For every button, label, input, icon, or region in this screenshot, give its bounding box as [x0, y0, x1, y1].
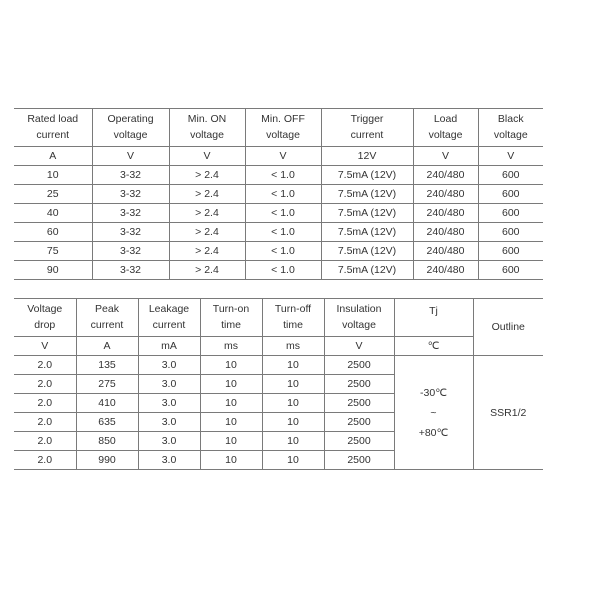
- table1-header-cell: [245, 109, 321, 147]
- header-line: Leakage: [148, 303, 190, 315]
- table2-cell: 3.0: [138, 413, 200, 432]
- table2-header-cell: [76, 299, 138, 337]
- header-line: Operating: [107, 113, 154, 125]
- table1-cell: 3-32: [92, 261, 169, 280]
- table2-cell: 990: [76, 451, 138, 470]
- header-line: voltage: [342, 319, 376, 331]
- table2-cell: 2.0: [14, 394, 76, 413]
- table1-cell: 600: [478, 204, 543, 223]
- table2-cell: 2.0: [14, 432, 76, 451]
- header-line: current: [350, 129, 384, 141]
- table1-header-cell: [92, 109, 169, 147]
- table2-cell: 2.0: [14, 413, 76, 432]
- table2-cell: 10: [262, 413, 324, 432]
- table2-cell: 2.0: [14, 356, 76, 375]
- table2-header-cell: [473, 299, 543, 356]
- table-row: [14, 185, 543, 204]
- table2-cell: 3.0: [138, 356, 200, 375]
- table1-cell: < 1.0: [245, 223, 321, 242]
- header-line: Tj: [429, 305, 438, 317]
- table2-cell: 410: [76, 394, 138, 413]
- tj-range-line: -30℃: [420, 386, 447, 399]
- table1-cell: 600: [478, 242, 543, 261]
- table1-cell: < 1.0: [245, 185, 321, 204]
- table1-header-cell: [321, 109, 413, 147]
- table2-unit-cell: V: [324, 337, 394, 356]
- table1-cell: 600: [478, 166, 543, 185]
- table1-cell: 240/480: [413, 185, 478, 204]
- table1-unit-cell: A: [14, 147, 92, 166]
- table2-units-row: [14, 337, 543, 356]
- header-line: Min. OFF: [261, 113, 305, 125]
- table2-header-cell: [200, 299, 262, 337]
- table1-cell: > 2.4: [169, 223, 245, 242]
- table2-cell: 3.0: [138, 451, 200, 470]
- table1-cell: 3-32: [92, 185, 169, 204]
- table1-cell: 240/480: [413, 204, 478, 223]
- table1-cell: < 1.0: [245, 242, 321, 261]
- header-line: voltage: [266, 129, 300, 141]
- table2-header-cell: [394, 299, 473, 337]
- table1-cell: > 2.4: [169, 185, 245, 204]
- table1-cell: < 1.0: [245, 261, 321, 280]
- table2-cell: 635: [76, 413, 138, 432]
- table1-cell: 3-32: [92, 242, 169, 261]
- outline-cell: SSR1/2: [473, 356, 543, 470]
- tj-range-cell: [394, 356, 473, 470]
- table2-cell: 3.0: [138, 394, 200, 413]
- table1-cell: 25: [14, 185, 92, 204]
- table-row: [14, 356, 543, 375]
- table1-cell: 240/480: [413, 261, 478, 280]
- header-line: current: [90, 319, 124, 331]
- table2-cell: 3.0: [138, 375, 200, 394]
- table2-cell: 10: [200, 356, 262, 375]
- header-line: time: [221, 319, 241, 331]
- header-line: Turn-on: [212, 303, 250, 315]
- header-line: Black: [497, 113, 524, 125]
- tj-range-line: ~: [430, 406, 437, 419]
- table2-unit-cell: ms: [262, 337, 324, 356]
- table2-cell: 2.0: [14, 375, 76, 394]
- table1-cell: 7.5mA (12V): [321, 261, 413, 280]
- table1-header-cell: [169, 109, 245, 147]
- table2-cell: 10: [200, 375, 262, 394]
- table2-header-cell: [262, 299, 324, 337]
- table1-unit-cell: V: [169, 147, 245, 166]
- table1-unit-cell: V: [413, 147, 478, 166]
- header-line: drop: [34, 319, 56, 331]
- table1-unit-cell: 12V: [321, 147, 413, 166]
- table1-cell: 90: [14, 261, 92, 280]
- table2-cell: 10: [200, 432, 262, 451]
- table1-cell: 7.5mA (12V): [321, 242, 413, 261]
- header-line: Rated load: [27, 113, 79, 125]
- table-row: [14, 261, 543, 280]
- table2-cell: 2500: [324, 394, 394, 413]
- table2-cell: 10: [200, 451, 262, 470]
- table2-unit-cell: V: [14, 337, 76, 356]
- table-row: [14, 223, 543, 242]
- header-line: voltage: [493, 129, 528, 141]
- table1-unit-cell: V: [92, 147, 169, 166]
- table1-cell: < 1.0: [245, 204, 321, 223]
- header-line: Voltage: [27, 303, 63, 315]
- table1-cell: 7.5mA (12V): [321, 223, 413, 242]
- header-line: Min. ON: [187, 113, 227, 125]
- table1-cell: 60: [14, 223, 92, 242]
- table2-cell: 2500: [324, 413, 394, 432]
- table1-cell: > 2.4: [169, 166, 245, 185]
- table1-units-row: [14, 147, 543, 166]
- table2-cell: 2500: [324, 432, 394, 451]
- header-line: Peak: [95, 303, 119, 315]
- table2-unit-cell: A: [76, 337, 138, 356]
- header-line: voltage: [428, 129, 463, 141]
- table1-cell: 3-32: [92, 204, 169, 223]
- table2-header-row: [14, 299, 543, 337]
- header-line: voltage: [113, 129, 148, 141]
- table2-cell: 850: [76, 432, 138, 451]
- table2-unit-cell: ms: [200, 337, 262, 356]
- table1-cell: 40: [14, 204, 92, 223]
- table1-cell: > 2.4: [169, 242, 245, 261]
- table1-cell: 75: [14, 242, 92, 261]
- table2-cell: 10: [262, 451, 324, 470]
- table1-header-cell: [413, 109, 478, 147]
- header-line: Insulation: [336, 303, 382, 315]
- table1-cell: 600: [478, 261, 543, 280]
- table2-cell: 10: [262, 394, 324, 413]
- table2-header-cell: [324, 299, 394, 337]
- header-line: Outline: [491, 320, 525, 333]
- table2-cell: 10: [262, 375, 324, 394]
- table1-cell: 600: [478, 185, 543, 204]
- table1-cell: 600: [478, 223, 543, 242]
- ssr-spec-table-1: [14, 108, 543, 280]
- header-line: Trigger: [350, 113, 384, 125]
- header-line: voltage: [190, 129, 224, 141]
- tj-range-line: +80℃: [418, 426, 449, 439]
- table1-cell: 240/480: [413, 223, 478, 242]
- table2-header-cell: [138, 299, 200, 337]
- table2-cell: 2500: [324, 451, 394, 470]
- ssr-spec-table-2: [14, 298, 543, 470]
- table1-cell: 7.5mA (12V): [321, 185, 413, 204]
- table2-header-cell: [14, 299, 76, 337]
- table1-cell: > 2.4: [169, 204, 245, 223]
- table2-cell: 3.0: [138, 432, 200, 451]
- table2-cell: 135: [76, 356, 138, 375]
- table1-header-cell: [14, 109, 92, 147]
- table2-cell: 10: [200, 394, 262, 413]
- table1-header-cell: [478, 109, 543, 147]
- table-row: [14, 242, 543, 261]
- table1-cell: 7.5mA (12V): [321, 166, 413, 185]
- table1-unit-cell: V: [245, 147, 321, 166]
- table1-cell: > 2.4: [169, 261, 245, 280]
- table-row: [14, 204, 543, 223]
- table2-cell: 10: [200, 413, 262, 432]
- table2-cell: 2500: [324, 375, 394, 394]
- table2-cell: 2500: [324, 356, 394, 375]
- table1-cell: 240/480: [413, 242, 478, 261]
- table1-cell: 3-32: [92, 223, 169, 242]
- table1-cell: 10: [14, 166, 92, 185]
- table1-unit-cell: V: [478, 147, 543, 166]
- table1-header-row: [14, 109, 543, 147]
- header-line: Turn-off: [274, 303, 312, 315]
- table2-cell: 10: [262, 432, 324, 451]
- table2-cell: 2.0: [14, 451, 76, 470]
- table-row: [14, 166, 543, 185]
- table2-cell: 10: [262, 356, 324, 375]
- table1-cell: 7.5mA (12V): [321, 204, 413, 223]
- table2-unit-cell: ℃: [394, 337, 473, 356]
- table1-cell: 240/480: [413, 166, 478, 185]
- header-line: time: [283, 319, 303, 331]
- table1-cell: 3-32: [92, 166, 169, 185]
- header-line: current: [152, 319, 186, 331]
- table2-cell: 275: [76, 375, 138, 394]
- header-line: Load: [433, 113, 458, 125]
- table1-cell: < 1.0: [245, 166, 321, 185]
- header-line: current: [36, 129, 70, 141]
- table2-unit-cell: mA: [138, 337, 200, 356]
